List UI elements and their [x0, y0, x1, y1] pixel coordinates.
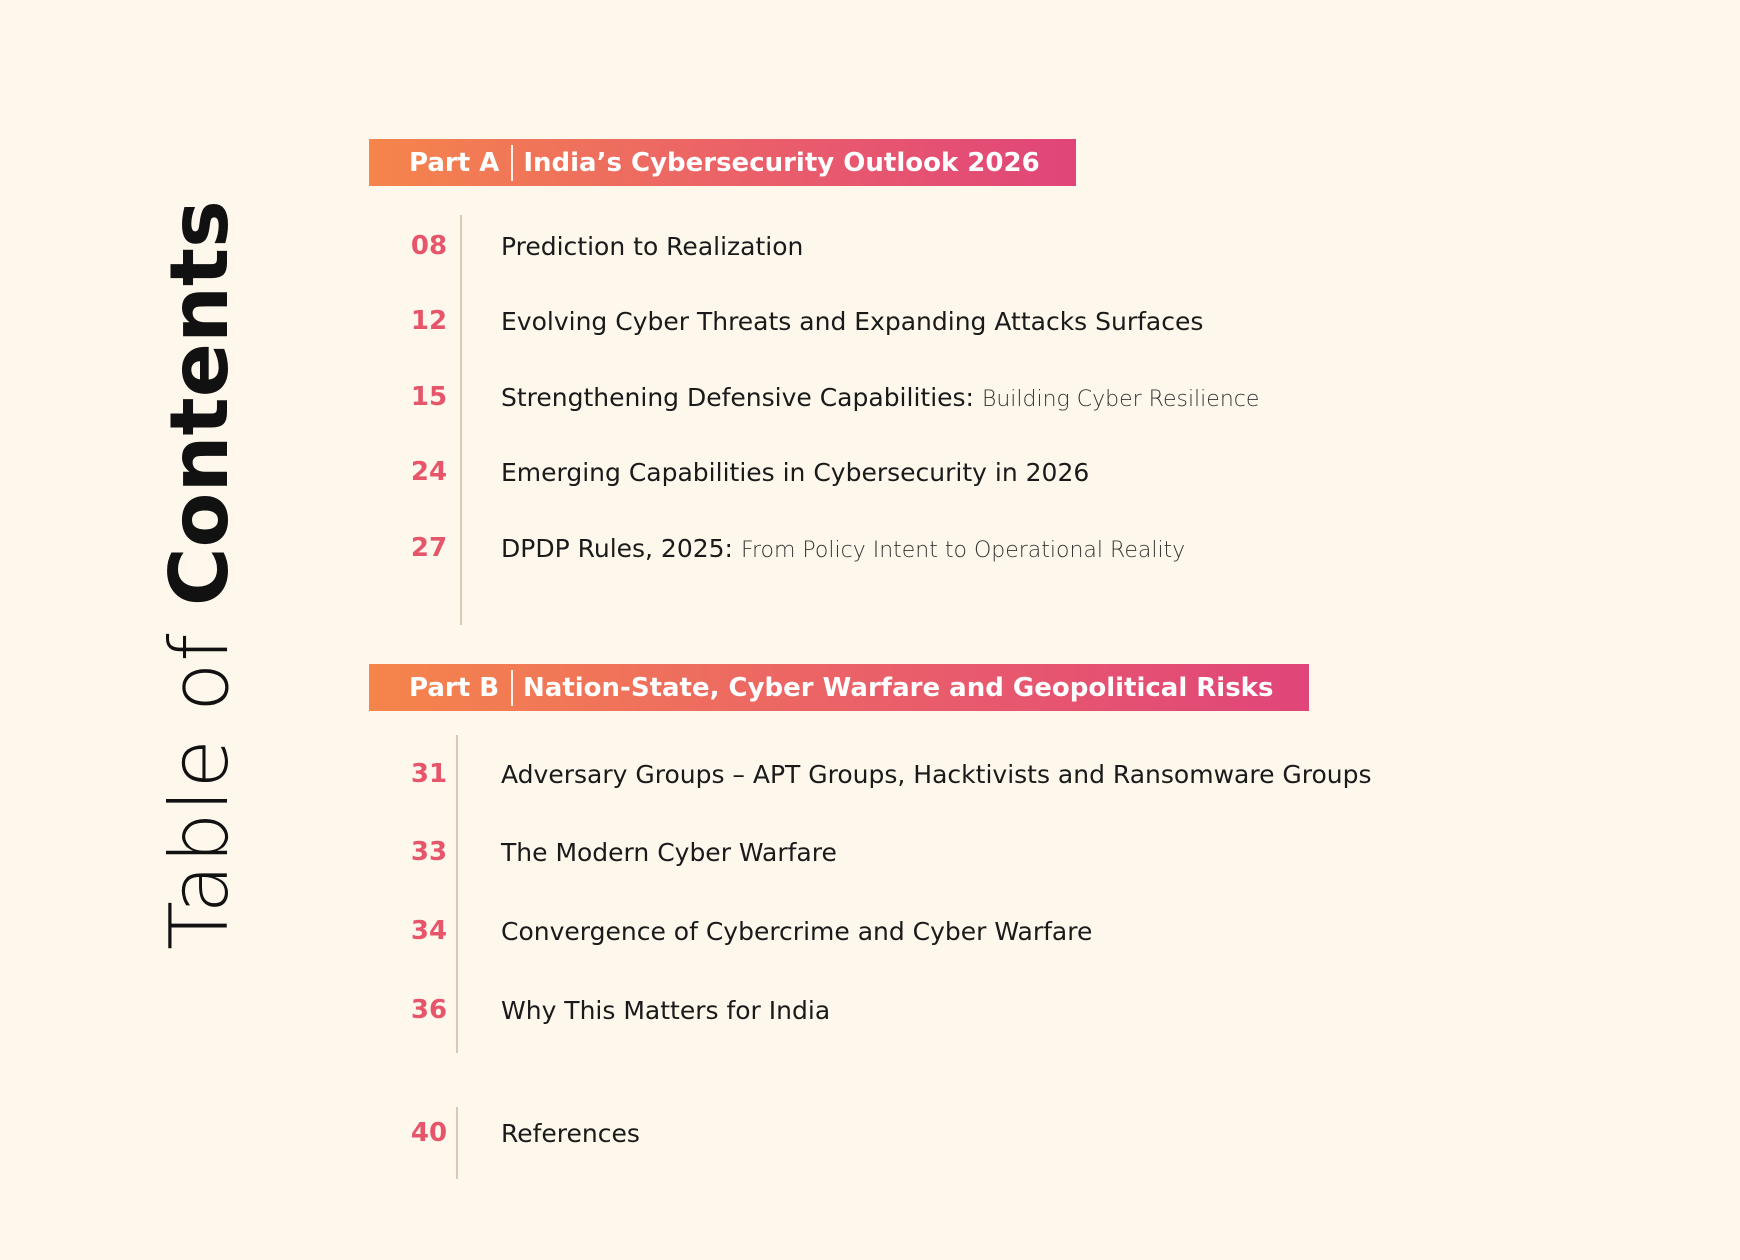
part-a-banner	[369, 139, 1076, 186]
part-b-banner	[369, 664, 1309, 711]
page-number: 40	[410, 1118, 448, 1148]
entry-text	[489, 534, 1185, 563]
toc-entry-references[interactable]	[369, 1113, 640, 1153]
page-number: 27	[410, 533, 448, 563]
entry-subtitle: From Policy Intent to Operational Reality	[740, 537, 1186, 563]
page-number: 34	[410, 916, 448, 946]
heading-light-part: Table of	[153, 606, 246, 950]
entry-title: Why This Matters for India	[501, 995, 831, 1025]
entry-text	[489, 307, 1203, 336]
entry-title: Emerging Capabilities in Cybersecurity in 2026	[501, 457, 1090, 487]
entry-text	[489, 232, 803, 261]
entry-text	[489, 1119, 640, 1148]
entry-title: Prediction to Realization	[501, 231, 804, 261]
part-a-separator	[511, 145, 513, 181]
page-number: 31	[410, 759, 448, 789]
toc-entry[interactable]	[369, 832, 837, 872]
page-number: 15	[410, 382, 448, 412]
toc-entry[interactable]	[369, 452, 1089, 492]
entry-title: References	[501, 1118, 640, 1148]
toc-entry[interactable]	[369, 226, 803, 266]
entry-text	[489, 996, 830, 1025]
toc-entry[interactable]	[369, 301, 1203, 341]
page-number: 24	[410, 457, 448, 487]
entry-text	[489, 760, 1372, 789]
entry-title: Adversary Groups – APT Groups, Hacktivists and Ransomware Groups	[501, 759, 1372, 789]
page-number: 33	[410, 837, 448, 867]
entry-title: Strengthening Defensive Capabilities:	[501, 382, 974, 412]
entry-title: Evolving Cyber Threats and Expanding Attacks Surfaces	[501, 306, 1204, 336]
toc-entry[interactable]	[369, 911, 1092, 951]
toc-entry[interactable]	[369, 528, 1185, 568]
page-number: 36	[410, 995, 448, 1025]
entry-text	[489, 458, 1089, 487]
entry-text	[489, 838, 837, 867]
part-a-title: India’s Cybersecurity Outlook 2026	[523, 147, 1040, 178]
entry-text	[489, 383, 1259, 412]
table-of-contents-heading	[150, 200, 250, 950]
entry-title: DPDP Rules, 2025:	[501, 533, 733, 563]
part-b-title: Nation-State, Cyber Warfare and Geopolitical Risks	[523, 672, 1274, 703]
entry-title: The Modern Cyber Warfare	[501, 837, 837, 867]
part-b-separator	[511, 670, 513, 706]
entry-title: Convergence of Cybercrime and Cyber Warfare	[501, 916, 1093, 946]
page-number: 12	[410, 306, 448, 336]
toc-entry[interactable]	[369, 754, 1372, 794]
heading-bold-part: Contents	[153, 200, 246, 607]
toc-entry[interactable]	[369, 990, 830, 1030]
toc-entry[interactable]	[369, 377, 1259, 417]
entry-subtitle: Building Cyber Resilience	[981, 386, 1260, 412]
part-a-label: Part A	[409, 147, 500, 178]
part-b-label: Part B	[409, 672, 500, 703]
page-number: 08	[410, 231, 448, 261]
entry-text	[489, 917, 1092, 946]
